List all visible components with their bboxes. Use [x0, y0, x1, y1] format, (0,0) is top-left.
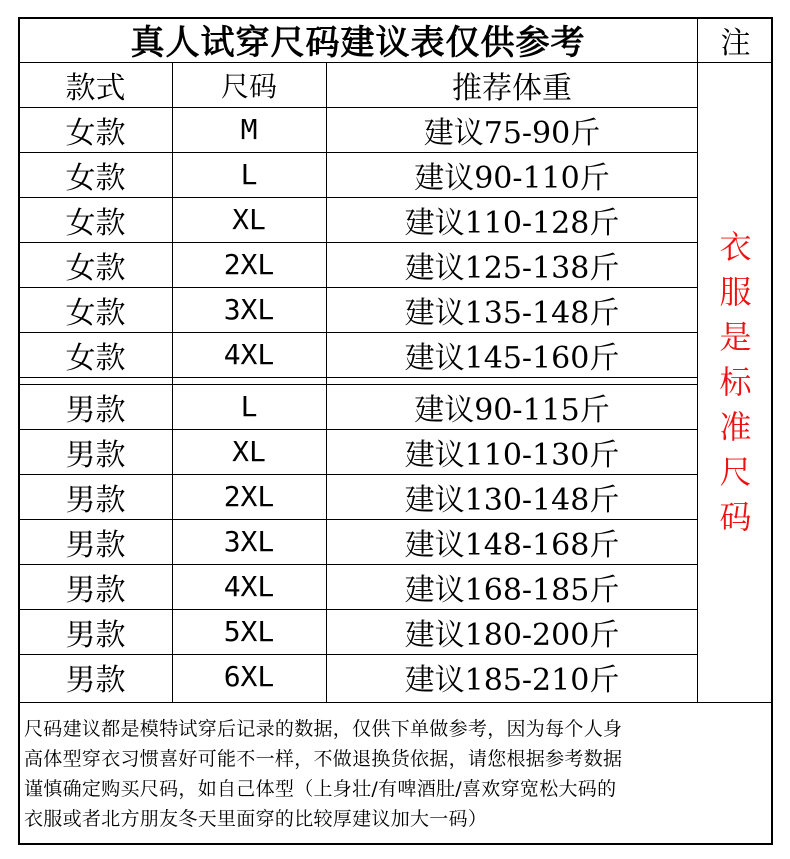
row-size: 3XL	[223, 525, 275, 558]
row-size: L	[240, 158, 258, 191]
note-header: 注	[720, 25, 751, 61]
footer-notes	[24, 714, 768, 834]
row-size: M	[240, 113, 258, 146]
row-size: 3XL	[223, 293, 275, 326]
row-weight: 建议168-185斤	[404, 572, 620, 608]
chart-title: 真人试穿尺码建议表仅供参考	[130, 23, 586, 63]
row-divider	[18, 377, 698, 378]
row-style: 男款	[65, 437, 126, 473]
row-size: L	[240, 390, 258, 423]
row-style: 女款	[65, 250, 126, 286]
row-weight: 建议135-148斤	[404, 295, 620, 331]
footer-line: 谨慎确定购买尺码，如自己体型（上身壮/有啤酒肚/喜欢穿宽松大码的	[24, 778, 617, 800]
row-style: 男款	[65, 572, 126, 608]
note-char: 码	[719, 497, 752, 536]
row-style: 男款	[65, 482, 126, 518]
row-size: 6XL	[223, 660, 275, 693]
row-size: 4XL	[223, 338, 275, 371]
row-weight: 建议110-128斤	[404, 205, 620, 241]
footer-line: 高体型穿衣习惯喜好可能不一样，不做退换货依据，请您根据参考数据	[24, 748, 623, 770]
row-style: 女款	[65, 115, 126, 151]
note-char: 尺	[719, 452, 752, 491]
row-weight: 建议130-148斤	[404, 482, 620, 518]
row-size: 4XL	[223, 570, 275, 603]
row-size: XL	[232, 435, 266, 468]
row-style: 男款	[65, 527, 126, 563]
row-size: XL	[232, 203, 266, 236]
note-char: 服	[719, 272, 752, 311]
row-style: 女款	[65, 160, 126, 196]
header-size: 尺码	[220, 70, 277, 103]
row-style: 女款	[65, 340, 126, 376]
footer-separator	[18, 702, 773, 703]
note-text	[698, 62, 773, 702]
row-weight: 建议125-138斤	[404, 250, 620, 286]
row-weight: 建议145-160斤	[404, 340, 620, 376]
row-style: 男款	[65, 392, 126, 428]
note-char: 衣	[719, 227, 752, 266]
footer-line: 衣服或者北方朋友冬天里面穿的比较厚建议加大一码）	[24, 808, 488, 830]
header-style: 款式	[65, 71, 126, 106]
header-weight: 推荐体重	[452, 71, 572, 106]
row-style: 女款	[65, 205, 126, 241]
row-size: 2XL	[223, 248, 275, 281]
row-weight: 建议180-200斤	[404, 617, 620, 653]
note-char: 标	[719, 362, 752, 401]
row-weight: 建议110-130斤	[404, 437, 620, 473]
row-style: 男款	[65, 617, 126, 653]
row-style: 男款	[65, 662, 126, 698]
row-size: 5XL	[223, 615, 275, 648]
row-weight: 建议90-110斤	[414, 160, 610, 196]
row-size: 2XL	[223, 480, 275, 513]
row-weight: 建议185-210斤	[404, 662, 620, 698]
row-weight: 建议148-168斤	[404, 527, 620, 563]
row-weight: 建议75-90斤	[423, 115, 601, 151]
row-weight: 建议90-115斤	[414, 392, 610, 428]
row-style: 女款	[65, 295, 126, 331]
footer-line: 尺码建议都是模特试穿后记录的数据，仅供下单做参考，因为每个人身	[24, 718, 623, 740]
note-char: 准	[719, 407, 752, 446]
note-char: 是	[719, 317, 752, 356]
